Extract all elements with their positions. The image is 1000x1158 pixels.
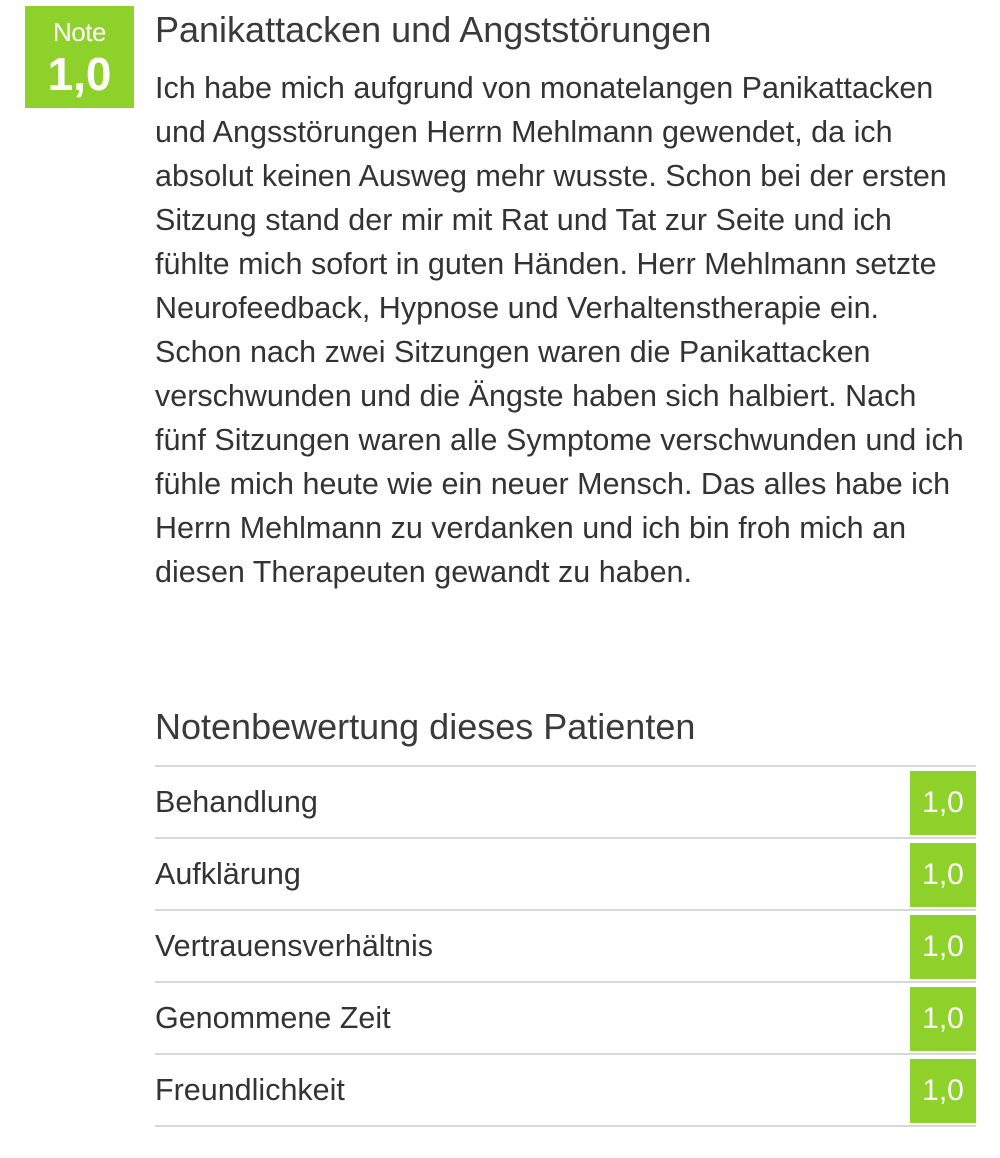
overall-grade-value: 1,0 (47, 48, 112, 100)
rating-label: Aufklärung (155, 857, 301, 891)
ratings-table (155, 765, 976, 1127)
rating-row-genommene-zeit (155, 983, 976, 1055)
rating-label: Genommene Zeit (155, 1001, 391, 1035)
rating-value-badge: 1,0 (910, 987, 976, 1051)
rating-label: Behandlung (155, 785, 318, 819)
ratings-section-title: Notenbewertung dieses Patienten (155, 706, 696, 747)
rating-label: Vertrauensverhältnis (155, 929, 434, 963)
review-title: Panikattacken und Angststörungen (155, 9, 712, 50)
overall-grade-badge (25, 6, 134, 108)
review-text: Ich habe mich aufgrund von monatelangen Panikattacken und Angsstörungen Herrn Mehlmann gewendet, da ich absolut keinen Ausweg mehr wusste. Schon bei der ersten Sitzung stand der mir mit Rat und Tat zur Seite und ich fühlte mich sofort in guten Händen. Herr Mehlmann setzte Neurofeedback, Hypnose und Verhaltenstherapie ein. Schon nach zwei Sitzungen waren die Panikattacken verschwunden und die Ängste haben sich halbiert. Nach fünf Sitzungen waren alle Symptome verschwunden und ich fühle mich heute wie ein neuer Mensch. Das alles habe ich Herrn Mehlmann zu verdanken und ich bin froh mich an diesen Therapeuten gewandt zu haben. (155, 71, 964, 589)
rating-value-badge: 1,0 (910, 843, 976, 907)
overall-grade-label: Note (53, 17, 106, 47)
rating-value-badge: 1,0 (910, 915, 976, 979)
rating-row-aufklaerung (155, 839, 976, 911)
rating-row-behandlung (155, 767, 976, 839)
rating-value-badge: 1,0 (910, 771, 976, 835)
rating-value-badge: 1,0 (910, 1059, 976, 1123)
rating-row-vertrauensverhaeltnis (155, 911, 976, 983)
rating-row-freundlichkeit (155, 1055, 976, 1127)
rating-label: Freundlichkeit (155, 1073, 345, 1107)
